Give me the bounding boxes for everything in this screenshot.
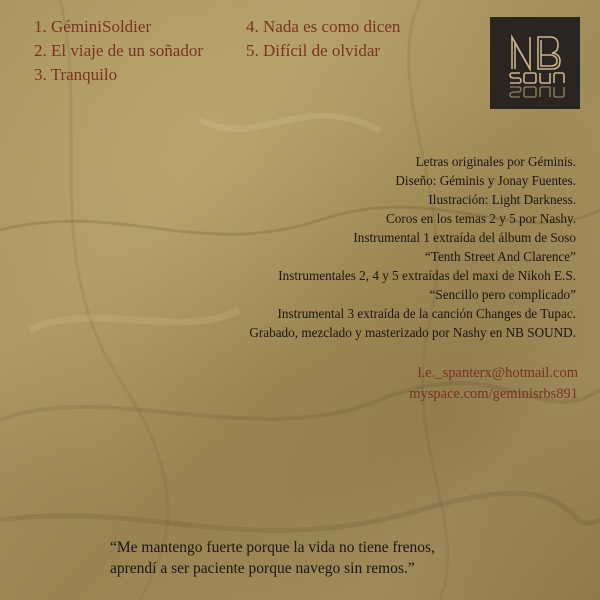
track-3: 3. Tranquilo: [34, 65, 118, 84]
track-5: 5. Difícil de olvidar: [246, 41, 381, 60]
nb-sound-logo: [490, 17, 580, 109]
credit-line: Instrumental 1 extraída del álbum de Soso: [353, 230, 576, 245]
track-2: 2. El viaje de un soñador: [34, 41, 204, 60]
credit-line: Grabado, mezclado y masterizado por Nashy en NB SOUND.: [249, 325, 576, 340]
quote-line-1: “Me mantengo fuerte porque la vida no tiene frenos,: [110, 539, 435, 556]
email-address: l.e._spanterx@hotmail.com: [417, 365, 578, 381]
credit-line: Diseño: Géminis y Jonay Fuentes.: [395, 173, 576, 188]
track-1: 1. GéminiSoldier: [34, 17, 152, 36]
contact-block: [409, 363, 578, 405]
nb-sound-logo-icon: [490, 17, 580, 109]
tracklist-column-1: [34, 15, 203, 87]
credit-line: Letras originales por Géminis.: [415, 154, 576, 169]
track-4: 4. Nada es como dicen: [246, 17, 401, 36]
myspace-link: myspace.com/geminisrbs891: [409, 386, 578, 402]
credit-line: Instrumental 3 extraída de la canción Changes de Tupac.: [277, 306, 576, 321]
tracklist-column-2: [246, 15, 400, 63]
quote-block: [110, 537, 435, 579]
credit-line: “Tenth Street And Clarence”: [424, 249, 576, 264]
credit-line: Ilustración: Light Darkness.: [428, 192, 576, 207]
credit-line: Coros en los temas 2 y 5 por Nashy.: [386, 211, 576, 226]
credit-line: “Sencillo pero complicado”: [429, 287, 576, 302]
credits-block: [249, 152, 576, 342]
quote-line-2: aprendí a ser paciente porque navego sin remos.”: [110, 560, 415, 577]
credit-line: Instrumentales 2, 4 y 5 extraídas del maxi de Nikoh E.S.: [278, 268, 576, 283]
